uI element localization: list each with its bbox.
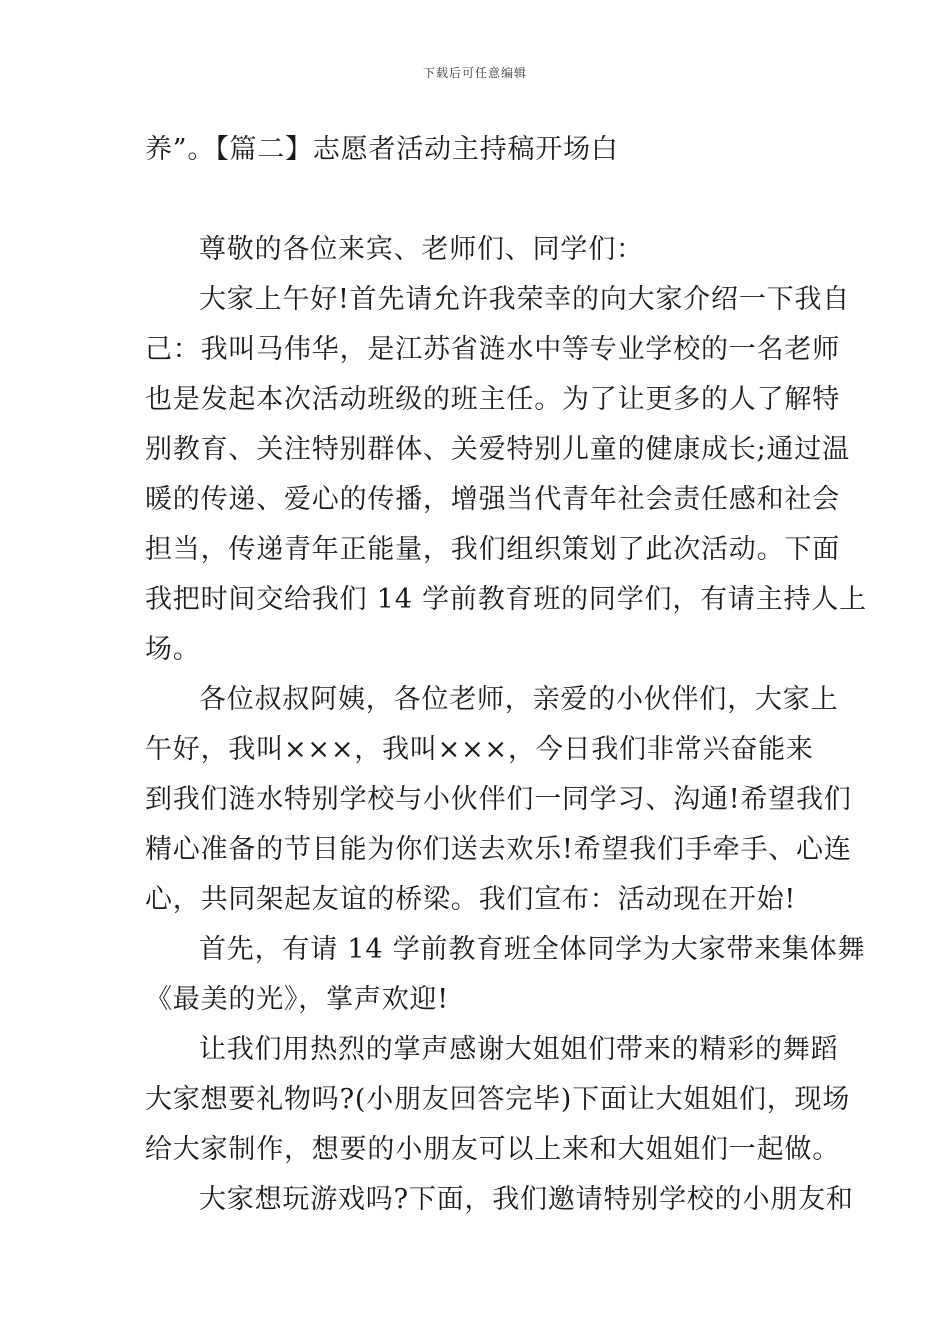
text-line: 别教育、关注特别群体、关爱特别儿童的健康成长;通过温 bbox=[145, 434, 850, 465]
text-line: 到我们涟水特别学校与小伙伴们一同学习、沟通!希望我们 bbox=[145, 784, 852, 815]
text-line: 心，共同架起友谊的桥梁。我们宣布：活动现在开始! bbox=[145, 884, 797, 915]
text-line: 也是发起本次活动班级的班主任。为了让更多的人了解特 bbox=[145, 384, 840, 415]
text-line: 《最美的光》，掌声欢迎! bbox=[145, 984, 449, 1015]
text-line: 午好，我叫×××，我叫×××，今日我们非常兴奋能来 bbox=[145, 734, 814, 765]
text-line: 养”。【篇二】志愿者活动主持稿开场白 bbox=[145, 134, 619, 165]
text-line: 给大家制作，想要的小朋友可以上来和大姐姐们一起做。 bbox=[145, 1134, 840, 1165]
text-line: 首先，有请 14 学前教育班全体同学为大家带来集体舞 bbox=[199, 934, 866, 965]
text-line: 大家想要礼物吗?(小朋友回答完毕)下面让大姐姐们，现场 bbox=[145, 1084, 851, 1115]
text-line: 大家上午好!首先请允许我荣幸的向大家介绍一下我自 bbox=[199, 284, 851, 315]
page-header: 下载后可任意编辑 bbox=[422, 66, 527, 80]
text-line: 尊敬的各位来宾、老师们、同学们： bbox=[199, 234, 644, 265]
text-line: 精心准备的节目能为你们送去欢乐!希望我们手牵手、心连 bbox=[145, 834, 852, 865]
text-line: 大家想玩游戏吗?下面，我们邀请特别学校的小朋友和 bbox=[199, 1184, 854, 1215]
text-line: 场。 bbox=[145, 634, 201, 665]
text-line: 各位叔叔阿姨，各位老师，亲爱的小伙伴们，大家上 bbox=[199, 684, 839, 715]
text-line: 让我们用热烈的掌声感谢大姐姐们带来的精彩的舞蹈 bbox=[199, 1034, 839, 1065]
text-line: 暖的传递、爱心的传播，增强当代青年社会责任感和社会 bbox=[145, 484, 840, 515]
text-line: 己：我叫马伟华，是江苏省涟水中等专业学校的一名老师 bbox=[145, 334, 840, 365]
text-line: 我把时间交给我们 14 学前教育班的同学们，有请主持人上 bbox=[145, 584, 867, 615]
text-line: 担当，传递青年正能量，我们组织策划了此次活动。下面 bbox=[145, 534, 840, 565]
